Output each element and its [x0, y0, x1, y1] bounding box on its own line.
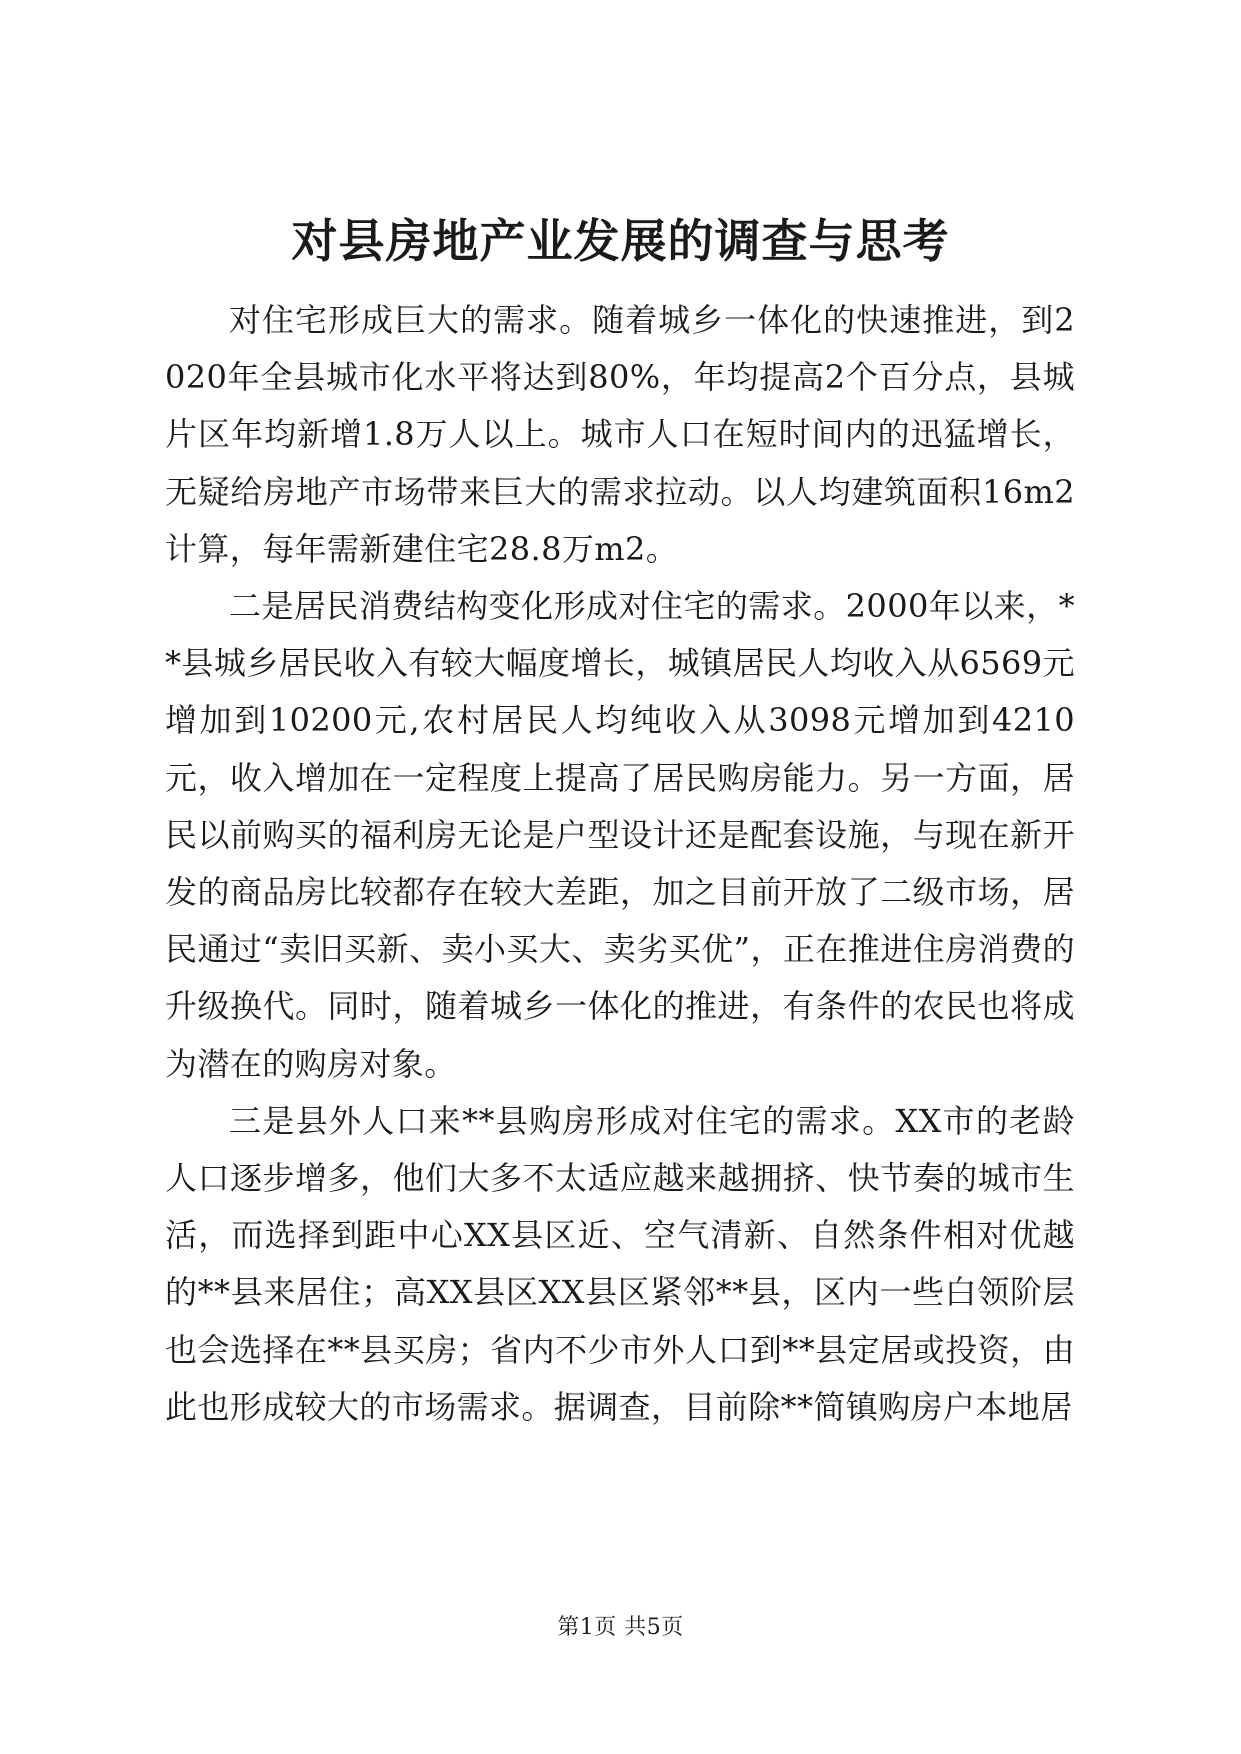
paragraph-3: 三是县外人口来**县购房形成对住宅的需求。XX市的老龄人口逐步增多，他们大多不太适应越来越拥挤、快节奏的城市生活，而选择到距中心XX县区近、空气清新、自然条件相对优越的**县来居住；高XX县区XX县区紧邻**县，区内一些白领阶层也会选择在**县买房；省内不少市外人口到**县定居或投资，由此也形成较大的市场需求。据调查，目前除**简镇购房户本地居 [165, 1101, 1075, 1426]
page-footer: 第1页 共5页 [557, 1615, 684, 1640]
paragraph-1: 对住宅形成巨大的需求。随着城乡一体化的快速推进，到2020年全县城市化水平将达到80%，年均提高2个百分点，县城片区年均新增1.8万人以上。城市人口在短时间内的迅猛增长，无疑给房地产市场带来巨大的需求拉动。以人均建筑面积16m2计算，每年需新建住宅28.8万m2。 [165, 301, 1075, 568]
document-body [165, 292, 1075, 1436]
paragraph-2: 二是居民消费结构变化形成对住宅的需求。2000年以来，**县城乡居民收入有较大幅度增长，城镇居民人均收入从6569元增加到10200元,农村居民人均纯收入从3098元增加到4210元，收入增加在一定程度上提高了居民购房能力。另一方面，居民以前购买的福利房无论是户型设计还是配套设施，与现在新开发的商品房比较都存在较大差距，加之目前开放了二级市场，居民通过“卖旧买新、卖小买大、卖劣买优”，正在推进住房消费的升级换代。同时，随着城乡一体化的推进，有条件的农民也将成为潜在的购房对象。 [165, 587, 1075, 1083]
document-title: 对县房地产业发展的调查与思考 [291, 214, 950, 268]
